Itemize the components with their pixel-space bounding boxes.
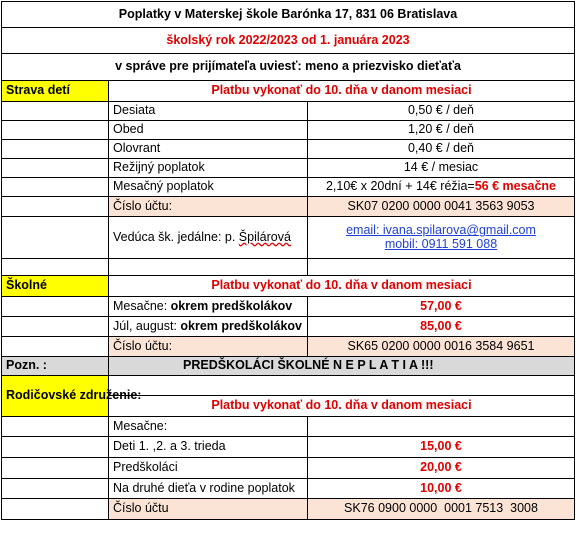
title-row <box>2 2 575 28</box>
strava-account-row <box>2 197 575 217</box>
empty-cell <box>2 297 109 317</box>
monthly-fee-total: 56 € mesačne <box>474 179 557 194</box>
account-number-rodic: SK76 0900 0000 0001 7513 3008 <box>308 499 575 520</box>
rodic-item: Predškoláci <box>109 458 308 479</box>
account-label: Číslo účtu: <box>109 197 308 217</box>
rodic-header-row-top <box>2 376 575 396</box>
canteen-manager-name: Špilárová <box>238 229 291 244</box>
empty-cell <box>2 479 109 499</box>
rodic-item: Na druhé dieťa v rodine poplatok <box>109 479 308 499</box>
section-label-strava: Strava detí <box>2 81 109 102</box>
email-link[interactable]: email: ivana.spilarova@gmail.com <box>346 223 536 238</box>
empty-cell <box>2 337 109 357</box>
rodic-row <box>2 479 575 499</box>
empty-cell <box>308 259 575 276</box>
note-text: PREDŠKOLÁCI ŠKOLNÉ N E P L A T I A !!! <box>109 357 575 376</box>
empty-cell <box>2 317 109 337</box>
monthly-fee-calc: 2,10€ x 20dní + 14€ réžia= <box>325 179 475 194</box>
note-row <box>2 357 575 376</box>
account-label: Číslo účtu: <box>109 337 308 357</box>
empty-cell <box>2 197 109 217</box>
school-year: školský rok 2022/2023 od 1. januára 2023 <box>2 28 575 54</box>
tuition-item <box>109 297 308 317</box>
empty-cell <box>2 121 109 140</box>
empty-cell <box>2 102 109 121</box>
meal-price: 0,50 € / deň <box>308 102 575 121</box>
rodic-row <box>2 437 575 458</box>
strava-monthly-row <box>2 178 575 197</box>
skolne-account-row <box>2 337 575 357</box>
empty-cell <box>2 499 109 520</box>
canteen-manager <box>109 217 308 259</box>
note-label: Pozn. : <box>2 357 109 376</box>
meal-name: Režijný poplatok <box>109 159 308 178</box>
tuition-value: 85,00 € <box>308 317 575 337</box>
skolne-row <box>2 297 575 317</box>
empty-cell <box>2 259 109 276</box>
empty-cell <box>2 458 109 479</box>
strava-row <box>2 102 575 121</box>
strava-row <box>2 159 575 178</box>
spacer-row <box>2 259 575 276</box>
empty-cell <box>2 437 109 458</box>
empty-cell <box>109 376 575 396</box>
mobile-link[interactable]: mobil: 0911 591 088 <box>384 236 498 251</box>
rodic-value: 10,00 € <box>308 479 575 499</box>
section-label-rodic: Rodičovské združenie: <box>2 376 109 417</box>
rodic-monthly-row <box>2 417 575 437</box>
contact-cell <box>308 217 575 259</box>
strava-row <box>2 121 575 140</box>
empty-cell <box>2 159 109 178</box>
monthly-fee-value <box>308 178 575 197</box>
account-number-skolne: SK65 0200 0000 0016 3584 9651 <box>308 337 575 357</box>
rodic-value: 15,00 € <box>308 437 575 458</box>
section-label-skolne: Školné <box>2 276 109 297</box>
meal-price: 1,20 € / deň <box>308 121 575 140</box>
instruction-row <box>2 54 575 81</box>
rodic-row <box>2 458 575 479</box>
empty-cell <box>2 178 109 197</box>
rodic-item: Deti 1. ,2. a 3. trieda <box>109 437 308 458</box>
strava-contact-row <box>2 217 575 259</box>
strava-pay-note: Platbu vykonať do 10. dňa v danom mesiaci <box>109 81 575 102</box>
meal-name: Obed <box>109 121 308 140</box>
empty-cell <box>2 217 109 259</box>
skolne-row <box>2 317 575 337</box>
tuition-value: 57,00 € <box>308 297 575 317</box>
meal-name: Olovrant <box>109 140 308 159</box>
tuition-item-qualifier: okrem predškolákov <box>170 298 293 313</box>
strava-row <box>2 140 575 159</box>
tuition-item-prefix: Mesačne: <box>113 298 171 313</box>
tuition-item <box>109 317 308 337</box>
empty-cell <box>2 140 109 159</box>
fee-table <box>1 1 575 520</box>
empty-cell <box>308 417 575 437</box>
payment-instruction: v správe pre prijímateľa uviesť: meno a priezvisko dieťaťa <box>2 54 575 81</box>
account-number-strava: SK07 0200 0000 0041 3563 9053 <box>308 197 575 217</box>
tuition-item-prefix: Júl, august: <box>113 318 181 333</box>
rodic-pay-note: Platbu vykonať do 10. dňa v danom mesiaci <box>109 396 575 417</box>
strava-header-row <box>2 81 575 102</box>
meal-name: Desiata <box>109 102 308 121</box>
canteen-manager-prefix: Vedúca šk. jedálne: p. <box>113 229 239 244</box>
page-title: Poplatky v Materskej škole Barónka 17, 831 06 Bratislava <box>2 2 575 28</box>
rodic-monthly-label: Mesačne: <box>109 417 308 437</box>
meal-price: 14 € / mesiac <box>308 159 575 178</box>
school-year-row <box>2 28 575 54</box>
skolne-header-row <box>2 276 575 297</box>
meal-price: 0,40 € / deň <box>308 140 575 159</box>
empty-cell <box>109 259 308 276</box>
tuition-item-qualifier: okrem predškolákov <box>180 318 302 333</box>
rodic-value: 20,00 € <box>308 458 575 479</box>
monthly-fee-label: Mesačný poplatok <box>109 178 308 197</box>
skolne-pay-note: Platbu vykonať do 10. dňa v danom mesiaci <box>109 276 575 297</box>
rodic-account-row <box>2 499 575 520</box>
account-label: Číslo účtu <box>109 499 308 520</box>
empty-cell <box>2 417 109 437</box>
